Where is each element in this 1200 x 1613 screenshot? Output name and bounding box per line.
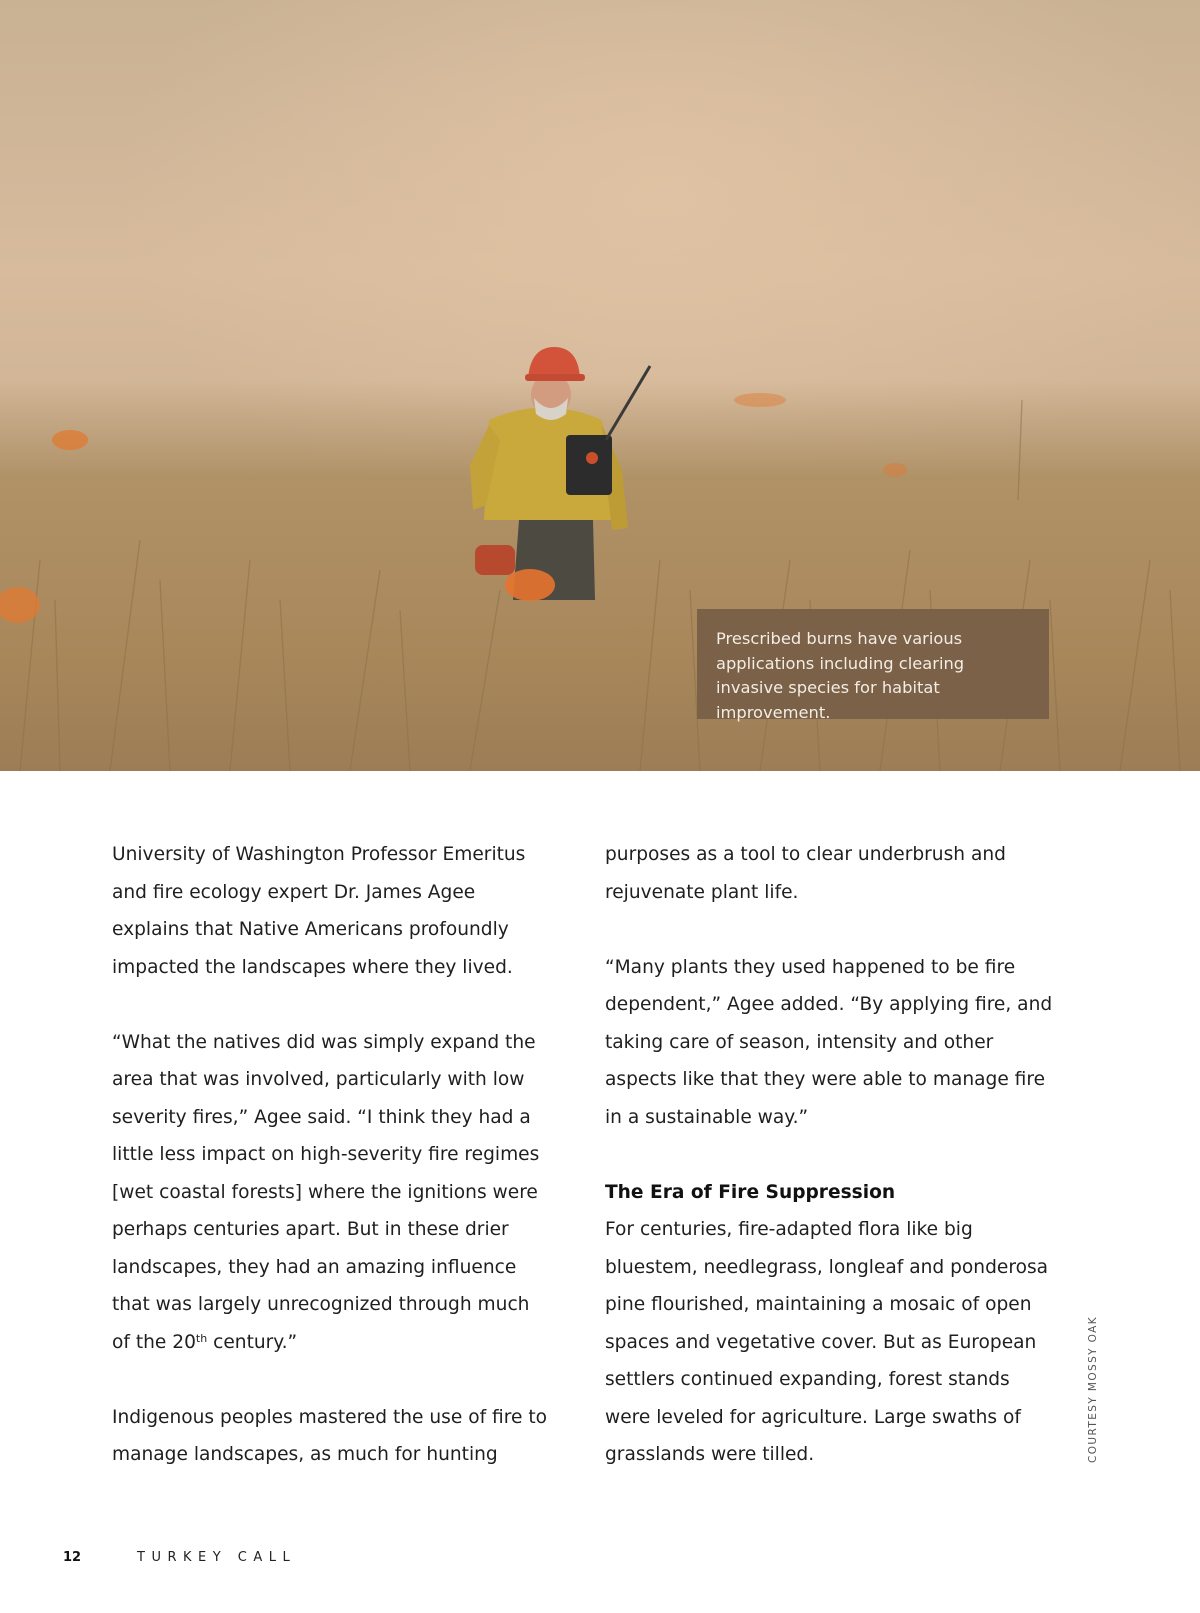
paragraph: Indigenous peoples mastered the use of fire to manage landscapes, as much for hunting (112, 1406, 548, 1465)
article-right-column (605, 836, 1055, 1474)
section-heading: The Era of Fire Suppression (605, 1181, 896, 1203)
hero-photo (0, 0, 1200, 771)
paragraph: purposes as a tool to clear underbrush and rejuvenate plant life. (605, 844, 1006, 903)
magazine-name: TURKEY CALL (137, 1550, 297, 1565)
paragraph: University of Washington Professor Emeritus and fire ecology expert Dr. James Agee explains that Native Americans profoundly impacted the landscapes where they lived. (112, 844, 526, 978)
photo-credit: COURTESY MOSSY OAK (1087, 1315, 1099, 1463)
paragraph: For centuries, fire-adapted flora like big bluestem, needlegrass, longleaf and ponderosa pine flourished, maintaining a mosaic of open spaces and vegetative cover. But as European settlers continued expanding, forest stands were leveled for agriculture. Large swaths of grasslands were tilled. (605, 1219, 1049, 1465)
article-left-column (112, 836, 552, 1474)
page-number: 12 (63, 1550, 82, 1565)
photo-caption: Prescribed burns have various applications including clearing invasive species for habitat improvement. (697, 609, 1049, 719)
quote-paragraph: “What the natives did was simply expand the area that was involved, particularly with low severity fires,” Agee said. “I think they had a little less impact on high-severity fire regimes [wet coastal forests] where the ignitions were perhaps centuries apart. But in these drier landscapes, they had an amazing influence that was largely unrecognized through much of the 20th century.” (112, 1031, 540, 1353)
quote-paragraph: “Many plants they used happened to be fire dependent,” Agee added. “By applying fire, and taking care of season, intensity and other aspects like that they were able to manage fire in a sustainable way.” (605, 956, 1053, 1128)
ordinal-superscript: th (195, 1331, 208, 1345)
